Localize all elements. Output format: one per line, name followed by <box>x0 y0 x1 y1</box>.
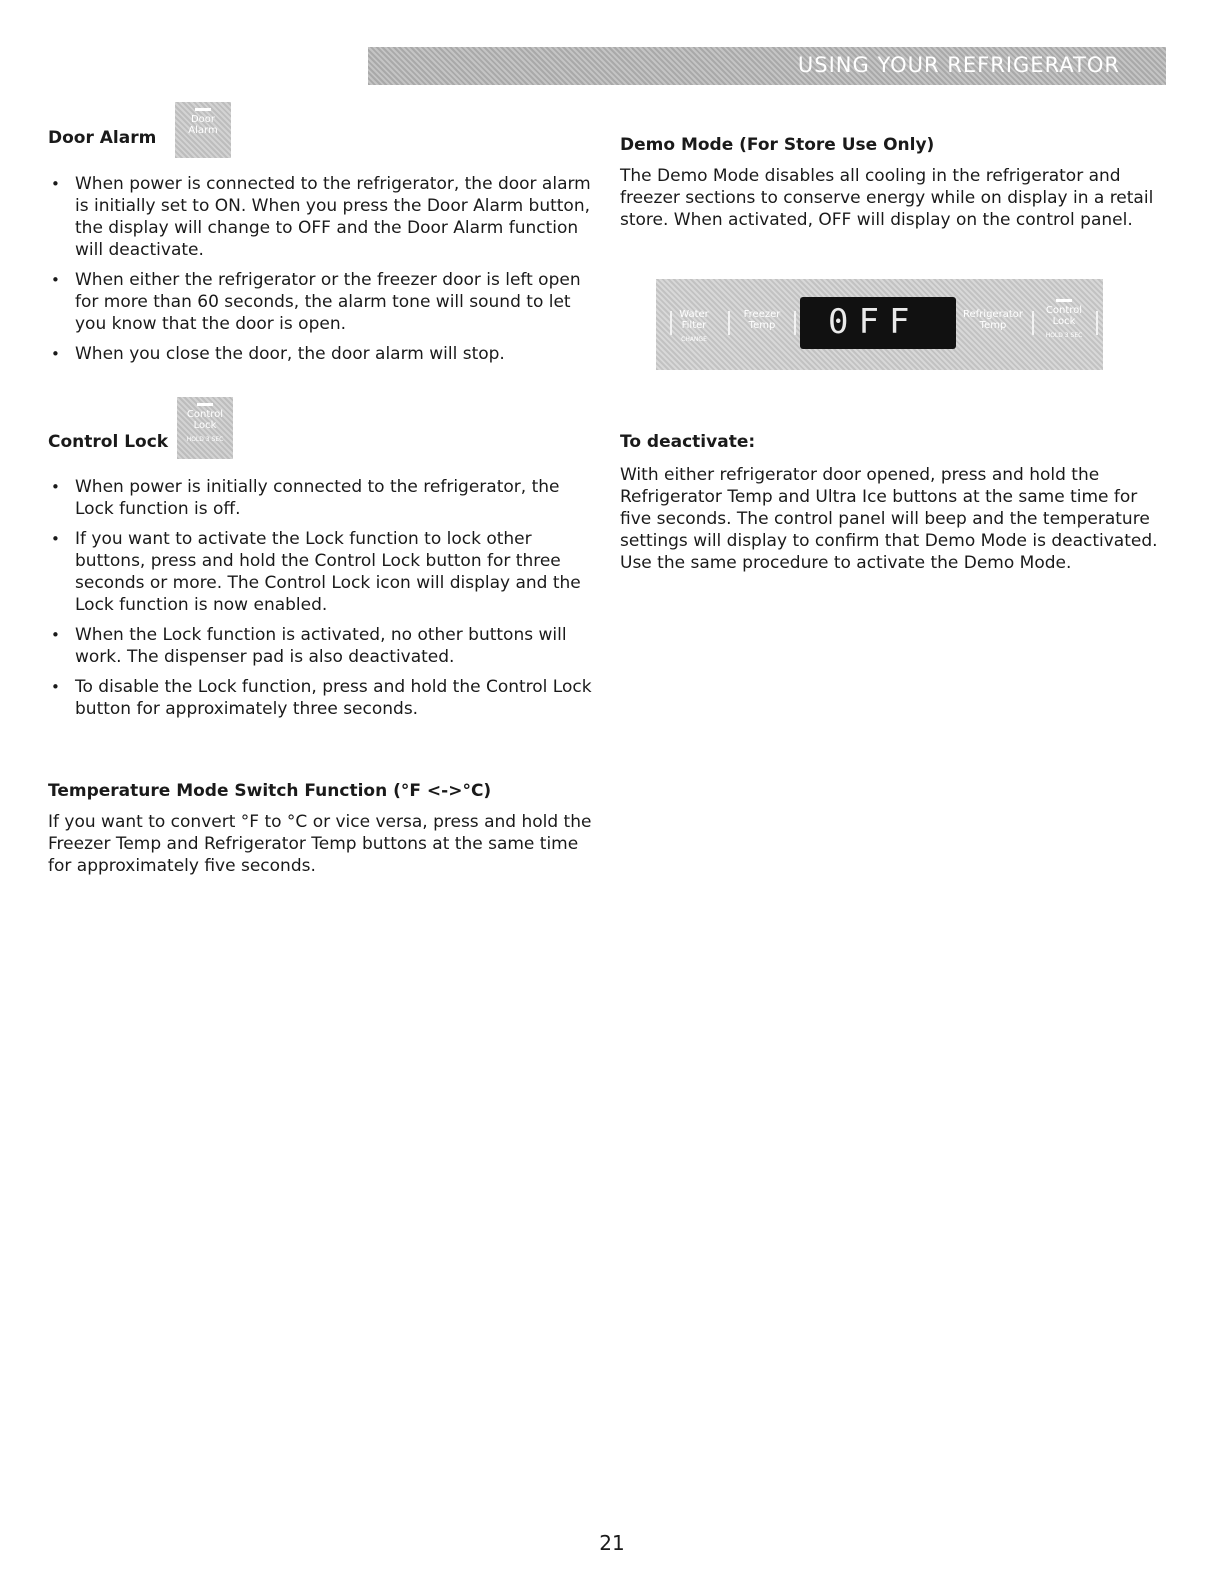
panel-divider <box>794 311 796 335</box>
section-banner <box>368 47 1166 85</box>
lcd-readout: 0FF <box>828 302 920 342</box>
door-alarm-button-icon <box>175 102 231 158</box>
temp-mode-body: If you want to convert °F to °C or vice versa, press and hold the Freezer Temp and Refrigerator Temp buttons at the same time for approximately five seconds. <box>48 812 592 876</box>
page-number: 21 <box>599 1531 625 1555</box>
demo-mode-section <box>620 135 1168 231</box>
lcd-display <box>800 297 956 349</box>
demo-mode-body: The Demo Mode disables all cooling in the refrigerator and freezer sections to conserve energy while on display in a retail store. When activated, OFF will display on the control panel. <box>620 166 1154 230</box>
panel-lock-sub: HOLD 3 SEC <box>1045 332 1083 339</box>
door-alarm-icon-line1: Door <box>190 114 216 125</box>
control-lock-icon-line2: Lock <box>193 420 217 431</box>
temp-mode-section <box>48 781 596 877</box>
control-lock-panel-label <box>1034 299 1094 341</box>
door-alarm-heading: Door Alarm <box>48 128 157 148</box>
control-lock-icon-line1: Control <box>186 409 224 420</box>
refrigerator-temp-label <box>958 309 1028 331</box>
control-lock-heading: Control Lock <box>48 432 169 452</box>
freezer-temp-line1: Freezer <box>743 309 781 320</box>
control-panel-illustration <box>656 279 1103 370</box>
control-lock-section <box>48 432 596 452</box>
temp-mode-heading: Temperature Mode Switch Function (°F <->°C) <box>48 781 492 801</box>
door-alarm-section <box>48 128 596 148</box>
list-item: • When you close the door, the door alarm will stop. <box>48 343 596 365</box>
list-item: • When the Lock function is activated, no other buttons will work. The dispenser pad is also deactivated. <box>48 624 596 668</box>
list-item: • When power is connected to the refrigerator, the door alarm is initially set to ON. When you press the Door Alarm button, the display will change to OFF and the Door Alarm function will deactivate. <box>48 173 596 261</box>
panel-lock-line1: Control <box>1045 305 1083 316</box>
refrigerator-temp-line1: Refrigerator <box>963 309 1023 320</box>
demo-mode-heading: Demo Mode (For Store Use Only) <box>620 135 935 155</box>
list-item: • When either the refrigerator or the freezer door is left open for more than 60 seconds, the alarm tone will sound to let you know that the door is open. <box>48 269 596 335</box>
banner-title: USING YOUR REFRIGERATOR <box>797 53 1120 77</box>
panel-divider <box>728 311 730 335</box>
panel-lock-line2: Lock <box>1052 316 1076 327</box>
control-lock-bullets <box>48 476 596 720</box>
list-item: • When power is initially connected to the refrigerator, the Lock function is off. <box>48 476 596 520</box>
water-filter-line2: Filter <box>681 320 707 331</box>
list-item: • If you want to activate the Lock function to lock other buttons, press and hold the Control Lock button for three seconds or more. The Control Lock icon will display and the Lock function is now enabled. <box>48 528 596 616</box>
door-alarm-icon-line2: Alarm <box>188 125 218 136</box>
door-alarm-bullets <box>48 173 596 365</box>
control-lock-icon-sub: HOLD 3 SEC <box>186 436 224 443</box>
water-filter-line1: Water <box>679 309 709 320</box>
deactivate-body: With either refrigerator door opened, press and hold the Refrigerator Temp and Ultra Ice buttons at the same time for five seconds. The control panel will beep and the temperature settings will display to confirm that Demo Mode is deactivated. Use the same procedure to activate the Demo Mode. <box>620 465 1158 573</box>
control-lock-list-wrap <box>48 476 596 728</box>
water-filter-sub: CHANGE <box>681 336 707 343</box>
control-lock-button-icon <box>177 397 233 459</box>
freezer-temp-line2: Temp <box>748 320 776 331</box>
deactivate-section <box>620 432 1168 574</box>
water-filter-label <box>664 309 724 345</box>
deactivate-heading: To deactivate: <box>620 432 756 452</box>
freezer-temp-label <box>732 309 792 331</box>
list-item: • To disable the Lock function, press and hold the Control Lock button for approximately three seconds. <box>48 676 596 720</box>
refrigerator-temp-line2: Temp <box>979 320 1007 331</box>
panel-divider <box>1096 311 1098 335</box>
door-alarm-list-wrap <box>48 173 596 373</box>
